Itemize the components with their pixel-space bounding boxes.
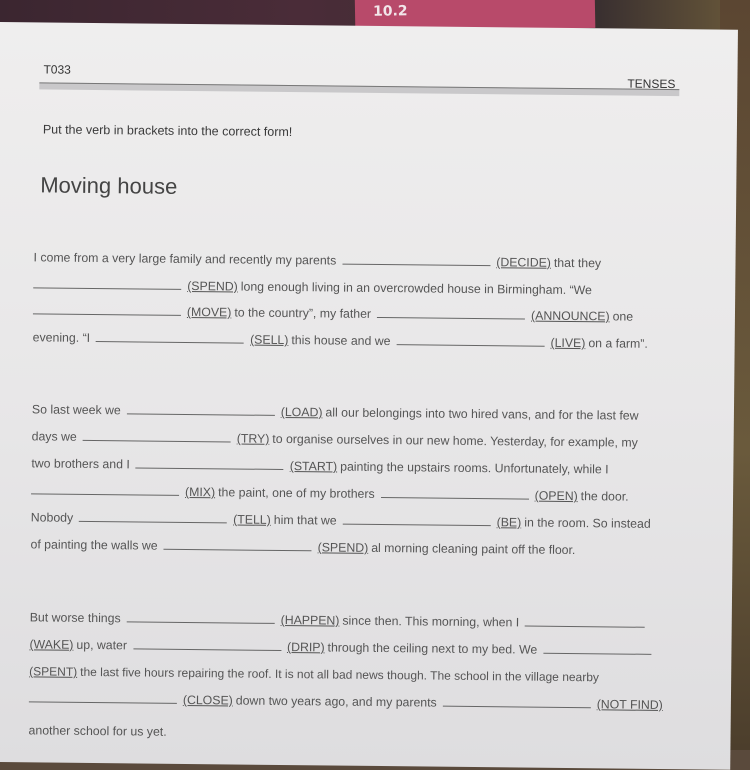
verb-prompt: (HAPPEN) [280,612,340,628]
answer-blank[interactable] [33,286,181,290]
paragraph-3-line-2 [29,633,657,658]
answer-blank[interactable] [96,340,244,344]
verb-prompt: (DRIP) [286,640,325,655]
verb-prompt: (SPEND) [317,540,369,555]
paragraph-1-line-2 [33,273,592,297]
answer-blank[interactable] [343,523,491,527]
answer-blank[interactable] [127,412,275,416]
verb-prompt: (TRY) [236,431,270,446]
text: long enough living in an overcrowded house in Birmingham. “We [240,279,592,298]
text: all our belongings into two hired vans, and for the last few [325,405,639,423]
paragraph-2-line-6 [30,533,575,557]
worksheet-topic: TENSES [627,76,676,92]
text: one [612,309,634,324]
paragraph-2-line-4 [31,479,629,503]
text: another school for us yet. [28,723,167,739]
text: this house and we [291,333,391,349]
paragraph-1-line-4 [33,326,648,350]
verb-prompt: (START) [289,459,338,474]
page-title: Moving house [40,172,178,199]
instruction: Put the verb in brackets into the correct form! [42,122,293,140]
text: I come from a very large family and recently my parents [33,250,337,268]
paragraph-1-line-3 [33,299,633,323]
text: since then. This morning, when I [342,613,520,630]
text: days we [31,429,77,444]
paragraph-3-line-5 [29,719,167,738]
paragraph-2-line-5 [31,506,651,530]
text: to the country”, my father [234,305,372,321]
answer-blank[interactable] [79,520,227,524]
answer-blank[interactable] [133,647,281,651]
answer-blank[interactable] [543,652,651,655]
text: that they [553,255,602,271]
text: up, water [76,637,128,653]
verb-prompt: (SELL) [250,332,289,348]
text: al morning cleaning paint off the floor. [371,540,576,558]
verb-prompt: (MIX) [185,484,216,500]
text: But worse things [29,610,121,626]
text: through the ceiling next to my bed. We [327,640,538,657]
answer-blank[interactable] [377,316,525,320]
answer-blank[interactable] [342,263,490,267]
verb-prompt: (BE) [496,515,522,530]
verb-prompt: (DECIDE) [496,255,552,270]
text: Nobody [30,510,74,525]
answer-blank[interactable] [525,625,645,628]
paragraph-3-line-1 [30,606,652,631]
answer-blank[interactable] [33,312,181,316]
answer-blank[interactable] [31,492,179,496]
text: the last five hours repairing the roof. It is not all bad news though. The school in the village nearby [80,664,600,685]
text: So last week we [31,402,121,418]
paragraph-1-line-1 [33,246,601,270]
text: the door. [580,489,629,504]
verb-prompt: (CLOSE) [182,692,233,708]
verb-prompt: (TELL) [233,512,271,527]
worksheet-page [0,22,738,770]
header-rule [39,82,679,96]
answer-blank[interactable] [127,620,275,624]
verb-prompt: (SPENT) [29,664,78,679]
answer-blank[interactable] [136,466,284,470]
verb-prompt: (LOAD) [280,404,323,420]
text: two brothers and I [31,456,130,472]
text: of painting the walls we [30,537,158,553]
answer-blank[interactable] [396,343,544,347]
verb-prompt: (OPEN) [534,488,578,504]
paragraph-3-line-4 [29,687,666,712]
text: down two years ago, and my parents [235,693,437,710]
verb-prompt: (NOT FIND) [596,697,663,712]
answer-blank[interactable] [83,439,231,443]
book-label: 10.2 [372,3,408,20]
verb-prompt: (MOVE) [186,304,232,320]
paragraph-2-line-3 [31,452,608,476]
text: to organise ourselves in our new home. Yesterday, for example, my [272,431,638,450]
answer-blank[interactable] [164,548,312,552]
verb-prompt: (ANNOUNCE) [530,308,610,324]
verb-prompt: (SPEND) [187,278,238,294]
paragraph-2-line-1 [32,398,639,422]
worksheet-code: T033 [43,62,71,77]
text: evening. “I [32,330,91,345]
text: the paint, one of my brothers [218,485,375,501]
paragraph-3-line-3 [29,660,599,684]
verb-prompt: (LIVE) [550,335,586,351]
text: on a farm”. [588,336,648,351]
paragraph-2-line-2 [32,425,638,449]
text: in the room. So instead [524,515,651,531]
text: him that we [273,512,337,528]
answer-blank[interactable] [29,700,177,704]
text: painting the upstairs rooms. Unfortunately, while I [340,459,609,477]
verb-prompt: (WAKE) [29,637,74,652]
answer-blank[interactable] [381,496,529,500]
answer-blank[interactable] [443,705,591,709]
